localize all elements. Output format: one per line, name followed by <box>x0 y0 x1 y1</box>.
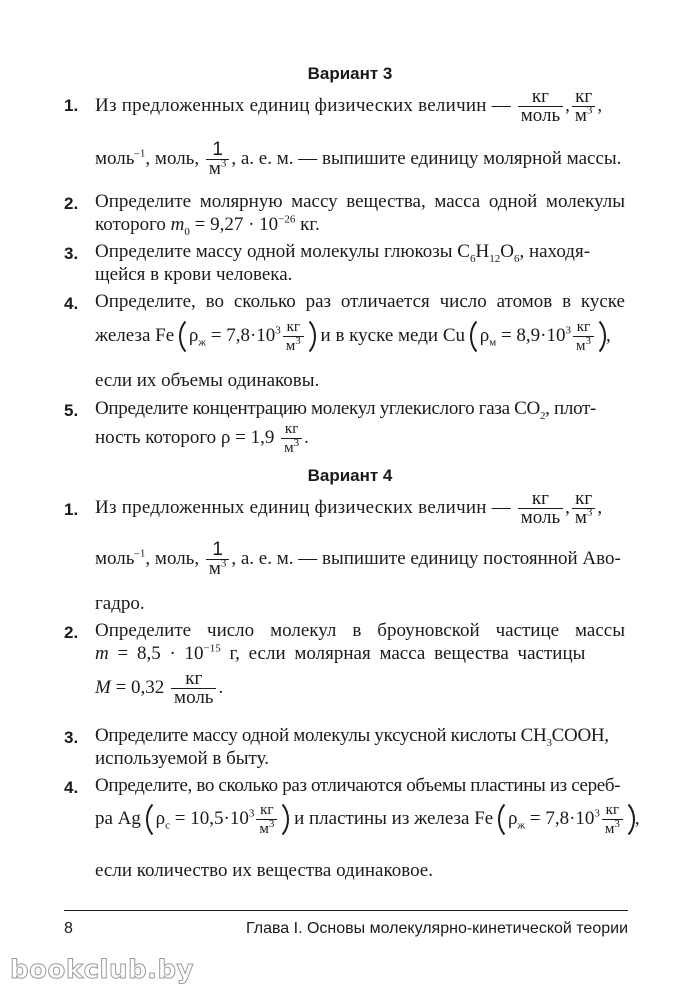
task-number: 1. <box>64 96 79 115</box>
task-line: Из предложенных единиц физических величин — $\frac{кг}{\text{моль}}$ , $\frac{кг}{м^3}$ , <box>95 86 603 126</box>
fraction-kg-per-m3: $\frac{кг}{м^3}$ <box>572 490 596 527</box>
task-line: моль$^{-1}$, моль, $\frac{1}{м^3}$ , а. е. м. — выпишите единицу постоянной Аво- <box>95 539 621 579</box>
task-line: используемой в быту. <box>95 748 269 769</box>
task-line: Определите, во сколько раз отличается число атомов в куске <box>95 291 625 312</box>
density-iron: $\rho_ж = 7,8\cdot 10^3$ $\frac{кг}{м^3}$ <box>498 798 635 841</box>
page-number: 8 <box>64 920 73 937</box>
task-number: 1. <box>64 500 79 519</box>
fraction-1-per-m3: $\frac{1}{м^3}$ <box>206 141 230 178</box>
task-line: если их объемы одинаковы. <box>95 370 320 391</box>
fraction-kg-per-mol: $\frac{кг}{\text{моль}}$ <box>518 88 563 125</box>
task-line: Определите, во сколько раз отличаются объемы пластины из сереб- <box>95 775 621 796</box>
task-line: гадро. <box>95 593 145 614</box>
task-line: железа Fe $\rho_ж = 7,8\cdot 10^3$ $\frac{кг}{м^3}$ и в куске меди Cu $\rho_м = 8,9\cdot 10^3$ $\frac{кг}{м^3}$ , <box>95 315 611 358</box>
task-line: ра Ag $\rho_с = 10,5\cdot 10^3$ $\frac{кг}{м^3}$ и пластины из железа Fe $\rho_ж = 7,8\cdot 10^3$ $\frac{кг}{м^3}$ , <box>95 798 640 841</box>
task-number: 4. <box>64 294 79 313</box>
density-silver: $\rho_с = 10,5\cdot 10^3$ $\frac{кг}{м^3}$ <box>146 798 290 841</box>
task-line: Определите число молекул в броуновской частице массы <box>95 620 625 641</box>
task-line: Определите молярную массу вещества, масса одной молекулы <box>95 191 625 212</box>
fraction-kg-per-mol: $\frac{кг}{\text{моль}}$ <box>518 490 563 527</box>
task-line: M = 0,32 $\frac{кг}{\text{моль}}$ . <box>95 668 224 708</box>
fraction-kg-per-mol: $\frac{кг}{\text{моль}}$ <box>171 670 216 707</box>
task-number: 4. <box>64 778 79 797</box>
task-line: Определите массу одной молекулы глюкозы $C_6H_{12}O_6$, находя- <box>95 241 591 265</box>
task-line: Из предложенных единиц физических величин — $\frac{кг}{\text{моль}}$ , $\frac{кг}{м^3}$ , <box>95 488 603 528</box>
task-number: 2. <box>64 623 79 642</box>
task-line: которого $m_0 = 9,27 \cdot 10^{-26}$ кг. <box>95 213 320 238</box>
task-line: если количество их вещества одинаковое. <box>95 860 433 881</box>
task-line: моль$^{-1}$, моль, $\frac{1}{м^3}$ , а. е. м. — выпишите единицу молярной массы. <box>95 139 622 179</box>
task-line: $m = 8,5 \cdot 10^{-15}$ г, если молярная масса вещества частицы <box>95 642 586 664</box>
task-number: 5. <box>64 401 79 420</box>
fraction-kg-per-m3: $\frac{кг}{м^3}$ <box>281 420 302 457</box>
variant-3-heading: Вариант 3 <box>307 64 393 83</box>
fraction-1-per-m3: $\frac{1}{м^3}$ <box>206 541 230 578</box>
task-line: Определите массу одной молекулы уксусной кислоты $CH_3COOH$, <box>95 725 609 749</box>
task-line: Определите концентрацию молекул углекислого газа $CO_2$, плот- <box>95 398 597 422</box>
fraction-kg-per-m3: $\frac{кг}{м^3}$ <box>572 88 596 125</box>
footer-divider <box>64 910 628 911</box>
variant-4-heading: Вариант 4 <box>307 466 393 485</box>
task-line: ность которого ρ = 1,9 $\frac{кг}{м^3}$ . <box>95 421 309 456</box>
watermark-logo: bookclub.by <box>10 955 195 985</box>
task-line: щейся в крови человека. <box>95 264 293 285</box>
chapter-title: Глава I. Основы молекулярно-кинетической теории <box>245 920 628 937</box>
task-number: 3. <box>64 244 79 263</box>
density-iron: $\rho_ж = 7,8\cdot 10^3$ $\frac{кг}{м^3}$ <box>179 315 316 358</box>
density-copper: $\rho_м = 8,9\cdot 10^3$ $\frac{кг}{м^3}$ <box>470 315 606 358</box>
task-number: 3. <box>64 728 79 747</box>
task-number: 2. <box>64 194 79 213</box>
